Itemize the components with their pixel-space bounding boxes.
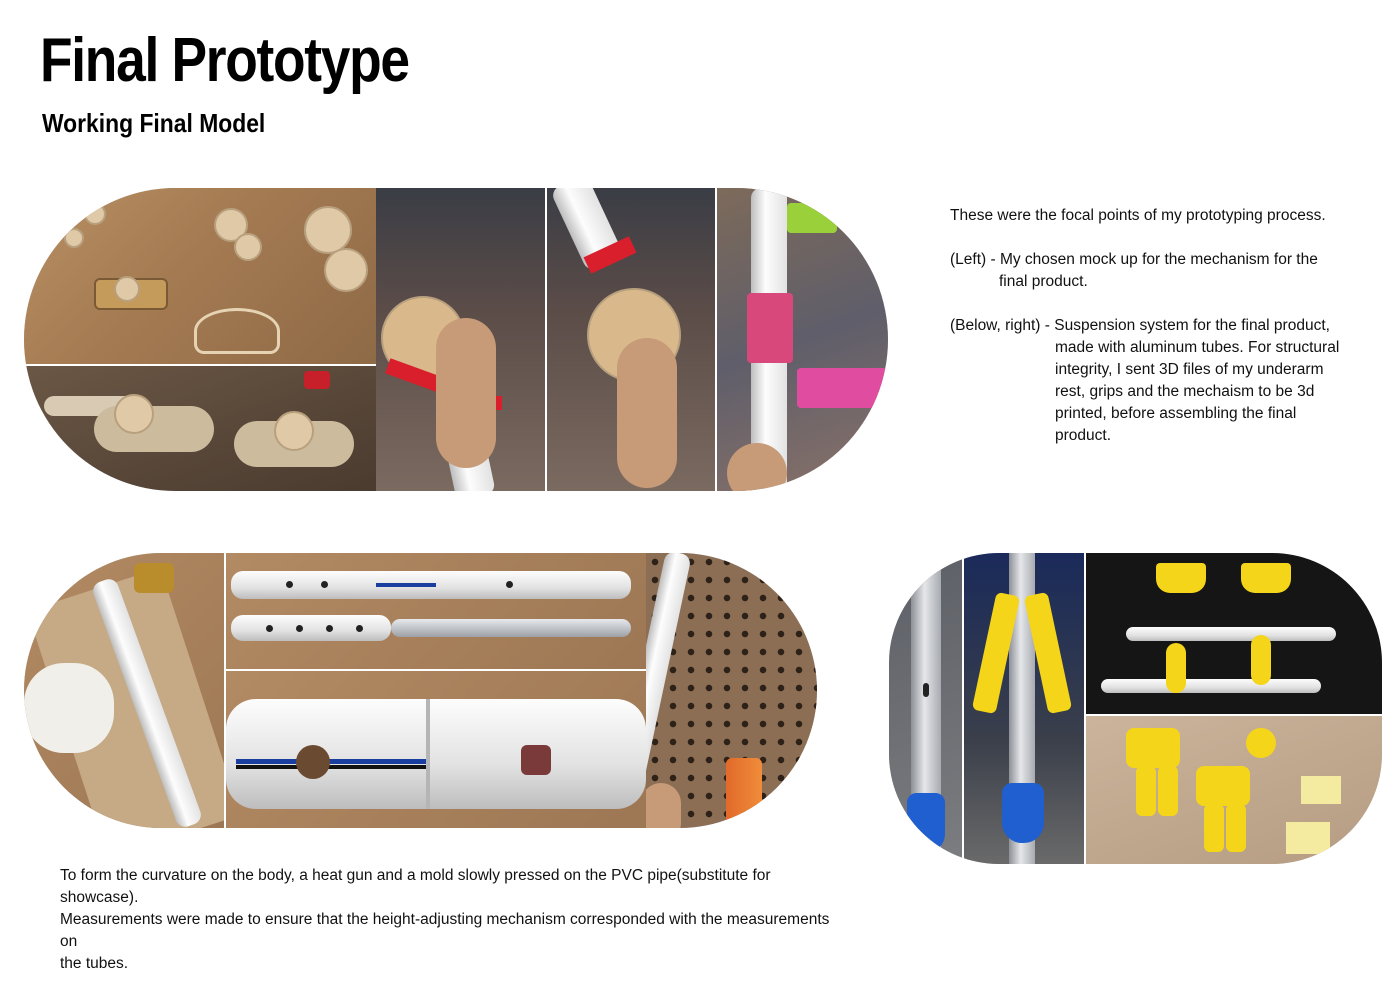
yellow-armrest [1241, 563, 1291, 593]
tube-hole [296, 625, 303, 632]
sticky-note [1301, 776, 1341, 804]
process-description [950, 205, 1350, 469]
page-subtitle: Working Final Model [42, 108, 266, 138]
tube-hole [326, 625, 333, 632]
yellow-armrest [1156, 563, 1206, 593]
pvc-tube [231, 615, 391, 641]
tube-hole [266, 625, 273, 632]
spray-can [726, 758, 762, 828]
yellow-mechanism-part [1226, 804, 1246, 852]
left-line-1: My chosen mock up for the mechanism for the [999, 251, 1318, 268]
green-basket [787, 203, 837, 233]
blue-rubber-tip [1002, 783, 1044, 843]
blue-marking [236, 759, 426, 764]
bent-tube-pegboard-photo [646, 553, 817, 828]
right-line-6: product. [1055, 427, 1112, 444]
yellow-mechanism-part [1204, 804, 1224, 852]
intro-text: These were the focal points of my prototyping process. [950, 207, 1326, 224]
heart-shaped-piece [194, 308, 280, 354]
tube-hole [356, 625, 363, 632]
hand [436, 318, 496, 468]
pink-tape [747, 293, 793, 363]
blue-rubber-tip [907, 793, 945, 853]
gloved-hand [24, 663, 114, 753]
hinge-closed-photo [376, 188, 547, 491]
hex-bolt [521, 745, 551, 775]
left-description [950, 249, 1350, 293]
drilled-tubes-photo [226, 553, 646, 671]
yellow-mechanism-part [1126, 728, 1180, 768]
left-label: (Left) - [950, 251, 1000, 268]
aluminum-leg-photo [889, 553, 964, 864]
yellow-grip [1166, 643, 1186, 693]
right-description [950, 315, 1350, 447]
pipe-joint-photo [717, 188, 888, 491]
wood-disc [114, 276, 140, 302]
forming-caption [60, 865, 840, 975]
caption-line-1: To form the curvature on the body, a heat gun and a mold slowly pressed on the PVC pipe(substitute for showcase). [60, 867, 771, 906]
tube-hole [321, 581, 328, 588]
suspension-system-photo-strip [889, 553, 1382, 864]
caption-line-2: Measurements were made to ensure that the height-adjusting mechanism corresponded with the measurements on [60, 911, 830, 950]
tube-hole [286, 581, 293, 588]
wood-disc [234, 233, 262, 261]
yellow-grip [1251, 635, 1271, 685]
tube-closeup-photo [226, 671, 646, 828]
curving-pipe-photo [24, 553, 226, 828]
wood-disc [64, 228, 84, 248]
wood-disc [324, 248, 368, 292]
pink-objects [797, 368, 887, 408]
underarm-rest-photo [964, 553, 1086, 864]
right-line-3: integrity, I sent 3D files of my underarm [1055, 361, 1324, 378]
printed-mechanism-photo [1086, 716, 1382, 864]
right-line-4: rest, grips and the mechaism to be 3d [1055, 383, 1315, 400]
laser-cut-pieces-photo [24, 188, 376, 366]
grips-and-handles-photo [1086, 553, 1382, 716]
measured-tubes-column [226, 553, 646, 828]
right-line-1: Suspension system for the final product, [1054, 317, 1330, 334]
right-line-5: printed, before assembling the final [1055, 405, 1297, 422]
right-label: (Below, right) - [950, 317, 1055, 334]
tube-hole-large [296, 745, 330, 779]
measurement-slot [376, 583, 436, 587]
aluminum-tube [391, 619, 631, 637]
yellow-mechanism-part [1136, 766, 1156, 816]
clamp [134, 563, 174, 593]
hand [646, 783, 681, 828]
white-handle-tube [1126, 627, 1336, 641]
stacked-wood-piece [94, 406, 214, 452]
red-object [304, 371, 330, 389]
mechanism-photo-strip [24, 188, 888, 491]
printed-parts-column [1086, 553, 1382, 864]
right-line-2: made with aluminum tubes. For structural [1055, 339, 1340, 356]
pipe-forming-photo-strip [24, 553, 817, 828]
adjustment-slot [923, 683, 929, 697]
wood-disc [304, 206, 352, 254]
page-title: Final Prototype [40, 26, 409, 95]
assembled-mockups-photo [24, 366, 376, 491]
mockup-photo-column [24, 188, 376, 491]
hand [617, 338, 677, 488]
wood-disc [114, 394, 154, 434]
tube-seam [426, 699, 430, 809]
pvc-tube-closeup [226, 699, 646, 809]
black-marking [236, 765, 426, 769]
hinge-open-photo [547, 188, 717, 491]
white-handle-tube [1101, 679, 1321, 693]
sticky-note [1286, 822, 1330, 854]
left-line-2: final product. [999, 273, 1088, 290]
tube-hole [506, 581, 513, 588]
yellow-mechanism-part [1246, 728, 1276, 758]
caption-line-3: the tubes. [60, 955, 129, 972]
yellow-mechanism-part [1158, 766, 1178, 816]
wood-disc [84, 203, 106, 225]
wood-disc [274, 411, 314, 451]
yellow-mechanism-part [1196, 766, 1250, 806]
